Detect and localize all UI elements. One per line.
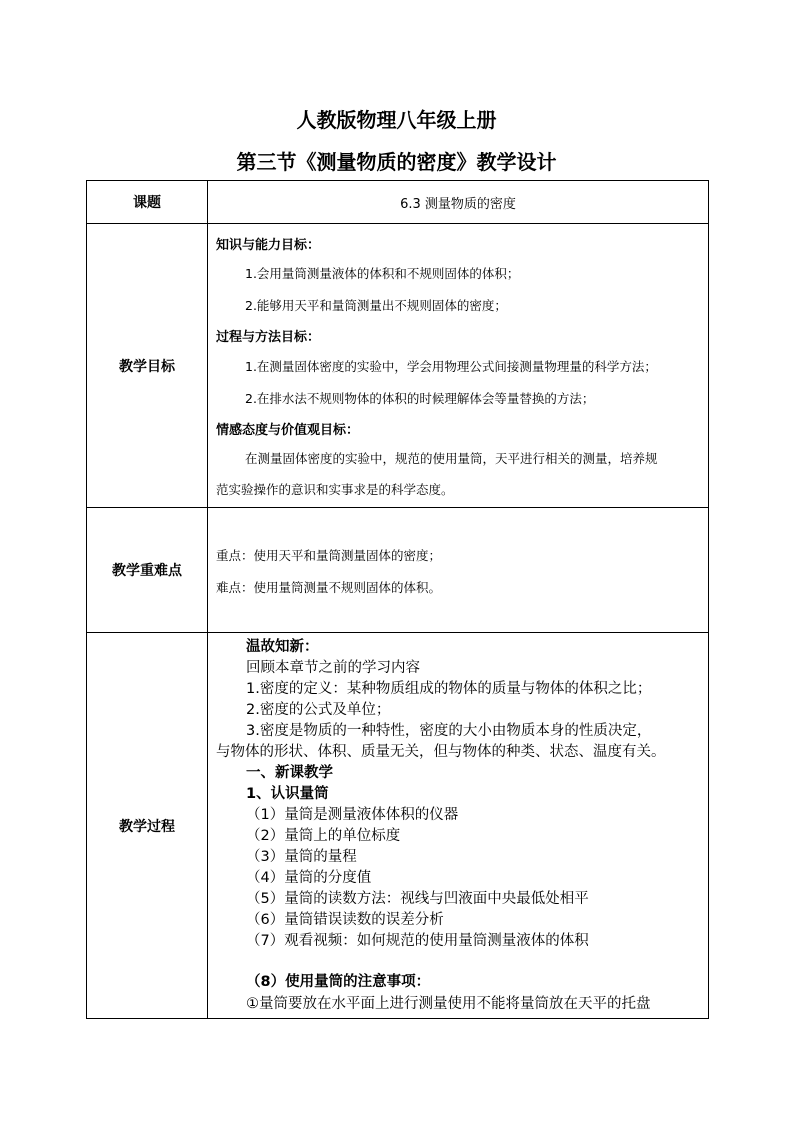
process-item: 2.在排水法不规则物体的体积的时候理解体会等量替换的方法；: [245, 391, 595, 406]
topic-row: [87, 181, 709, 224]
process-line: 2.密度的公式及单位；: [246, 702, 391, 718]
process-line: 与物体的形状、体积、质量无关，但与物体的种类、状态、温度有关。: [216, 744, 666, 760]
process-line: 回顾本章节之前的学习内容: [246, 660, 420, 676]
key-points-row: [87, 508, 709, 633]
precautions-heading: （8）使用量筒的注意事项：: [246, 974, 431, 990]
lesson-plan-table: [86, 180, 709, 1019]
process-line: ①量筒要放在水平面上进行测量使用不能将量筒放在天平的托盘: [246, 996, 651, 1012]
process-line: （2）量筒上的单位标度: [246, 828, 401, 844]
process-line: （6）量筒错误读数的误差分析: [246, 912, 444, 928]
document-title: 人教版物理八年级上册: [296, 108, 497, 132]
process-line: 1.密度的定义：某种物质组成的物体的质量与物体的体积之比；: [246, 681, 652, 697]
topic-label: 课题: [87, 181, 208, 224]
process-cell: [208, 633, 709, 1019]
knowledge-item: 1.会用量筒测量液体的体积和不规则固体的体积；: [245, 266, 520, 281]
cylinder-heading: 1、认识量筒: [246, 786, 329, 802]
process-line: （1）量筒是测量液体体积的仪器: [246, 807, 459, 823]
process-line: （4）量筒的分度值: [246, 870, 372, 886]
objectives-cell: [208, 224, 709, 508]
process-line: （3）量筒的量程: [246, 849, 357, 865]
attitude-line: 范实验操作的意识和实事求是的科学态度。: [216, 482, 454, 497]
key-points-cell: [208, 508, 709, 633]
difficult-point-text: 难点：使用量筒测量不规则固体的体积。: [216, 580, 442, 595]
document-subtitle: 第三节《测量物质的密度》教学设计: [236, 150, 557, 174]
attitude-heading: 情感态度与价值观目标：: [216, 423, 360, 438]
process-line: （5）量筒的读数方法：视线与凹液面中央最低处相平: [246, 891, 589, 907]
process-heading: 过程与方法目标：: [216, 330, 321, 345]
objectives-label: 教学目标: [87, 224, 208, 508]
process-line: （7）观看视频：如何规范的使用量筒测量液体的体积: [246, 933, 589, 949]
process-item: 1.在测量固体密度的实验中，学会用物理公式间接测量物理量的科学方法；: [245, 359, 657, 374]
attitude-line: 在测量固体密度的实验中，规范的使用量筒，天平进行相关的测量，培养规: [245, 451, 658, 466]
knowledge-item: 2.能够用天平和量筒测量出不规则固体的密度；: [245, 298, 507, 313]
new-lesson-heading: 一、新课教学: [246, 765, 333, 781]
key-points-label: 教学重难点: [87, 508, 208, 633]
review-heading: 温故知新：: [246, 639, 319, 655]
objectives-row: [87, 224, 709, 508]
key-point-text: 重点：使用天平和量筒测量固体的密度；: [216, 548, 442, 563]
process-line: 3.密度是物质的一种特性，密度的大小由物质本身的性质决定，: [246, 723, 652, 739]
topic-value: 6.3 测量物质的密度: [208, 181, 709, 224]
process-row: [87, 633, 709, 1019]
knowledge-heading: 知识与能力目标：: [216, 238, 321, 253]
process-label: 教学过程: [87, 633, 208, 1019]
